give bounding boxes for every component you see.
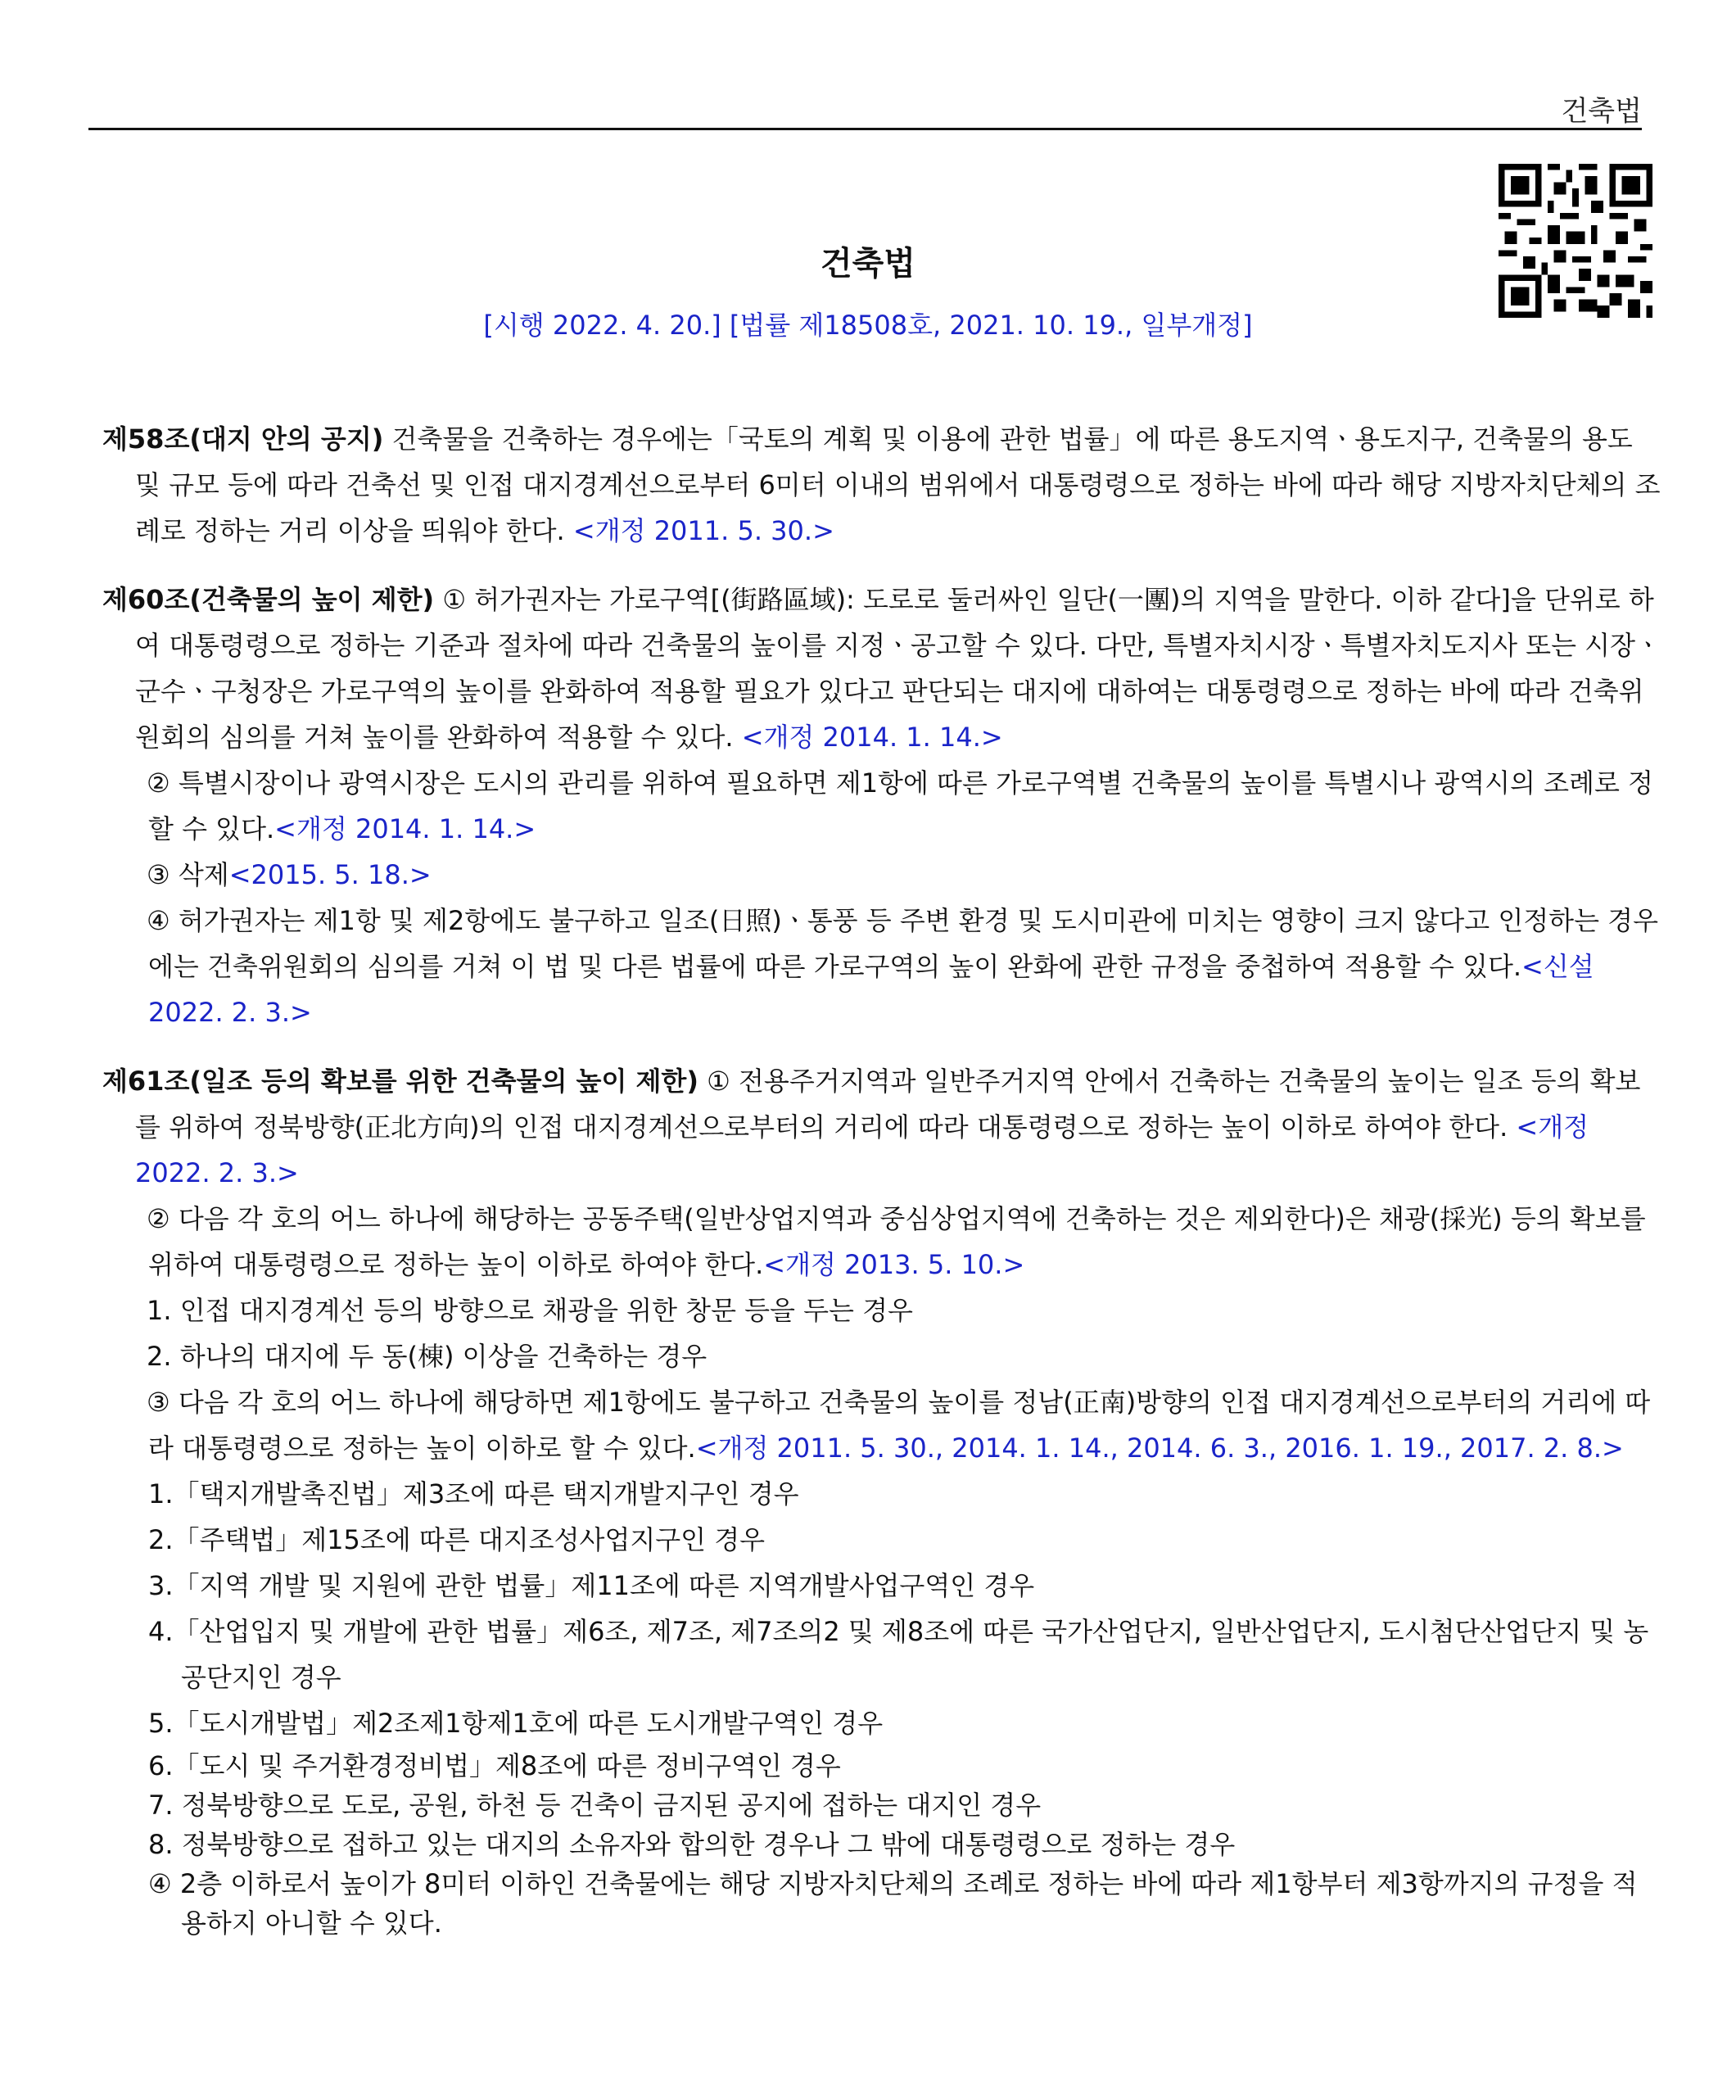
amendment-note[interactable]: <개정 2013. 5. 10.>	[763, 1249, 1025, 1280]
article-58	[102, 416, 1662, 554]
amendment-note[interactable]: <개정 2011. 5. 30., 2014. 1. 14., 2014. 6. 3., 2016. 1. 19., 2017. 2. 8.>	[695, 1432, 1624, 1464]
article-title: 제60조(건축물의 높이 제한)	[102, 584, 435, 615]
document-meta[interactable]: [시행 2022. 4. 20.] [법률 제18508호, 2021. 10. 19., 일부개정]	[483, 310, 1253, 341]
article-text: 건축물을 건축하는 경우에는「국토의 계획 및 이용에 관한 법률」에 따른 용도지역ㆍ용도지구, 건축물의 용도 및 규모 등에 따라 건축선 및 인접 대지경계선으로부터 6미터 이내의 범위에서 대통령령으로 정하는 바에 따라 해당 지방자치단체의 조례로 정하는 거리 이상을 띄워야 한다.	[135, 423, 1661, 546]
paragraph-text: ② 다음 각 호의 어느 하나에 해당하는 공동주택(일반상업지역과 중심상업지역에 건축하는 것은 제외한다)은 채광(採光) 등의 확보를 위하여 대통령령으로 정하는 높이 이하로 하여야 한다.	[147, 1203, 1646, 1280]
document-title: 건축법	[821, 245, 915, 283]
list-item: 6.「도시 및 주거환경정비법」제8조에 따른 정비구역인 경우	[148, 1750, 841, 1781]
article-61-paragraph-3	[102, 1379, 1662, 1471]
list-item: 3.「지역 개발 및 지원에 관한 법률」제11조에 따른 지역개발사업구역인 경우	[148, 1570, 1035, 1601]
paragraph-text: ③ 다음 각 호의 어느 하나에 해당하면 제1항에도 불구하고 건축물의 높이를 정남(正南)방향의 인접 대지경계선으로부터의 거리에 따라 대통령령으로 정하는 높이 이하로 할 수 있다.	[147, 1387, 1651, 1464]
article-61-paragraph-2	[102, 1196, 1662, 1288]
list-item: 7. 정북방향으로 도로, 공원, 하천 등 건축이 금지된 공지에 접하는 대지인 경우	[148, 1790, 1042, 1821]
article-61-paragraph-1	[102, 1058, 1662, 1196]
list-item: 1.「택지개발촉진법」제3조에 따른 택지개발지구인 경우	[148, 1478, 799, 1509]
article-title: 제61조(일조 등의 확보를 위한 건축물의 높이 제한)	[102, 1066, 698, 1097]
list-item: 1. 인접 대지경계선 등의 방향으로 채광을 위한 창문 등을 두는 경우	[147, 1295, 913, 1326]
paragraph-text: ② 특별시장이나 광역시장은 도시의 관리를 위하여 필요하면 제1항에 따른 가로구역별 건축물의 높이를 특별시나 광역시의 조례로 정할 수 있다.	[147, 767, 1653, 844]
article-58-paragraph	[102, 416, 1662, 554]
list-item: 2. 하나의 대지에 두 동(棟) 이상을 건축하는 경우	[147, 1341, 708, 1372]
article-61	[102, 1058, 1662, 1943]
paragraph-text: ① 허가권자는 가로구역[(街路區域): 도로로 둘러싸인 일단(一團)의 지역을 말한다. 이하 같다]을 단위로 하여 대통령령으로 정하는 기준과 절차에 따라 건축물의 높이를 지정ㆍ공고할 수 있다. 다만, 특별자치시장ㆍ특별자치도지사 또는 시장ㆍ군수ㆍ구청장은 가로구역의 높이를 완화하여 적용할 필요가 있다고 판단되는 대지에 대하여는 대통령령으로 정하는 바에 따라 건축위원회의 심의를 거쳐 높이를 완화하여 적용할 수 있다.	[135, 584, 1661, 753]
amendment-note[interactable]: <개정 2011. 5. 30.>	[572, 515, 834, 546]
amendment-note[interactable]: <개정 2014. 1. 14.>	[274, 813, 536, 844]
article-60	[102, 577, 1662, 1035]
header-rule	[88, 128, 1642, 130]
article-60-paragraph-2	[102, 760, 1662, 852]
amendment-note[interactable]: <2015. 5. 18.>	[228, 859, 432, 890]
amendment-note[interactable]: <개정 2014. 1. 14.>	[741, 722, 1003, 753]
list-item: 4.「산업입지 및 개발에 관한 법률」제6조, 제7조, 제7조의2 및 제8조에 따른 국가산업단지, 일반산업단지, 도시첨단산업단지 및 농공단지인 경우	[148, 1616, 1649, 1693]
article-60-paragraph-4	[102, 898, 1662, 1035]
article-60-paragraph-3	[102, 852, 1662, 898]
article-title: 제58조(대지 안의 공지)	[102, 423, 384, 455]
article-60-paragraph-1	[102, 577, 1662, 760]
list-item: 2.「주택법」제15조에 따른 대지조성사업지구인 경우	[148, 1524, 766, 1555]
paragraph-text: ④ 허가권자는 제1항 및 제2항에도 불구하고 일조(日照)ㆍ통풍 등 주변 환경 및 도시미관에 미치는 영향이 크지 않다고 인정하는 경우에는 건축위원회의 심의를 거쳐 이 법 및 다른 법률에 따른 가로구역의 높이 완화에 관한 규정을 중첩하여 적용할 수 있다.	[147, 905, 1658, 982]
running-header-title: 건축법	[1561, 95, 1642, 128]
paragraph-text: ① 전용주거지역과 일반주거지역 안에서 건축하는 건축물의 높이는 일조 등의 확보를 위하여 정북방향(正北方向)의 인접 대지경계선으로부터의 거리에 따라 대통령령으로 정하는 높이 이하로 하여야 한다.	[135, 1066, 1641, 1143]
document-body	[102, 416, 1662, 1966]
amendment-note[interactable]: <개정 2022. 2. 3.>	[135, 1111, 1589, 1188]
list-item: 8. 정북방향으로 접하고 있는 대지의 소유자와 합의한 경우나 그 밖에 대통령령으로 정하는 경우	[148, 1829, 1236, 1860]
article-61-paragraph-4: ④ 2층 이하로서 높이가 8미터 이하인 건축물에는 해당 지방자치단체의 조례로 정하는 바에 따라 제1항부터 제3항까지의 규정을 적용하지 아니할 수 있다.	[148, 1868, 1638, 1939]
paragraph-text: ③ 삭제	[147, 859, 229, 890]
list-item: 5.「도시개발법」제2조제1항제1호에 따른 도시개발구역인 경우	[148, 1708, 884, 1739]
amendment-note[interactable]: <신설 2022. 2. 3.>	[148, 951, 1594, 1028]
